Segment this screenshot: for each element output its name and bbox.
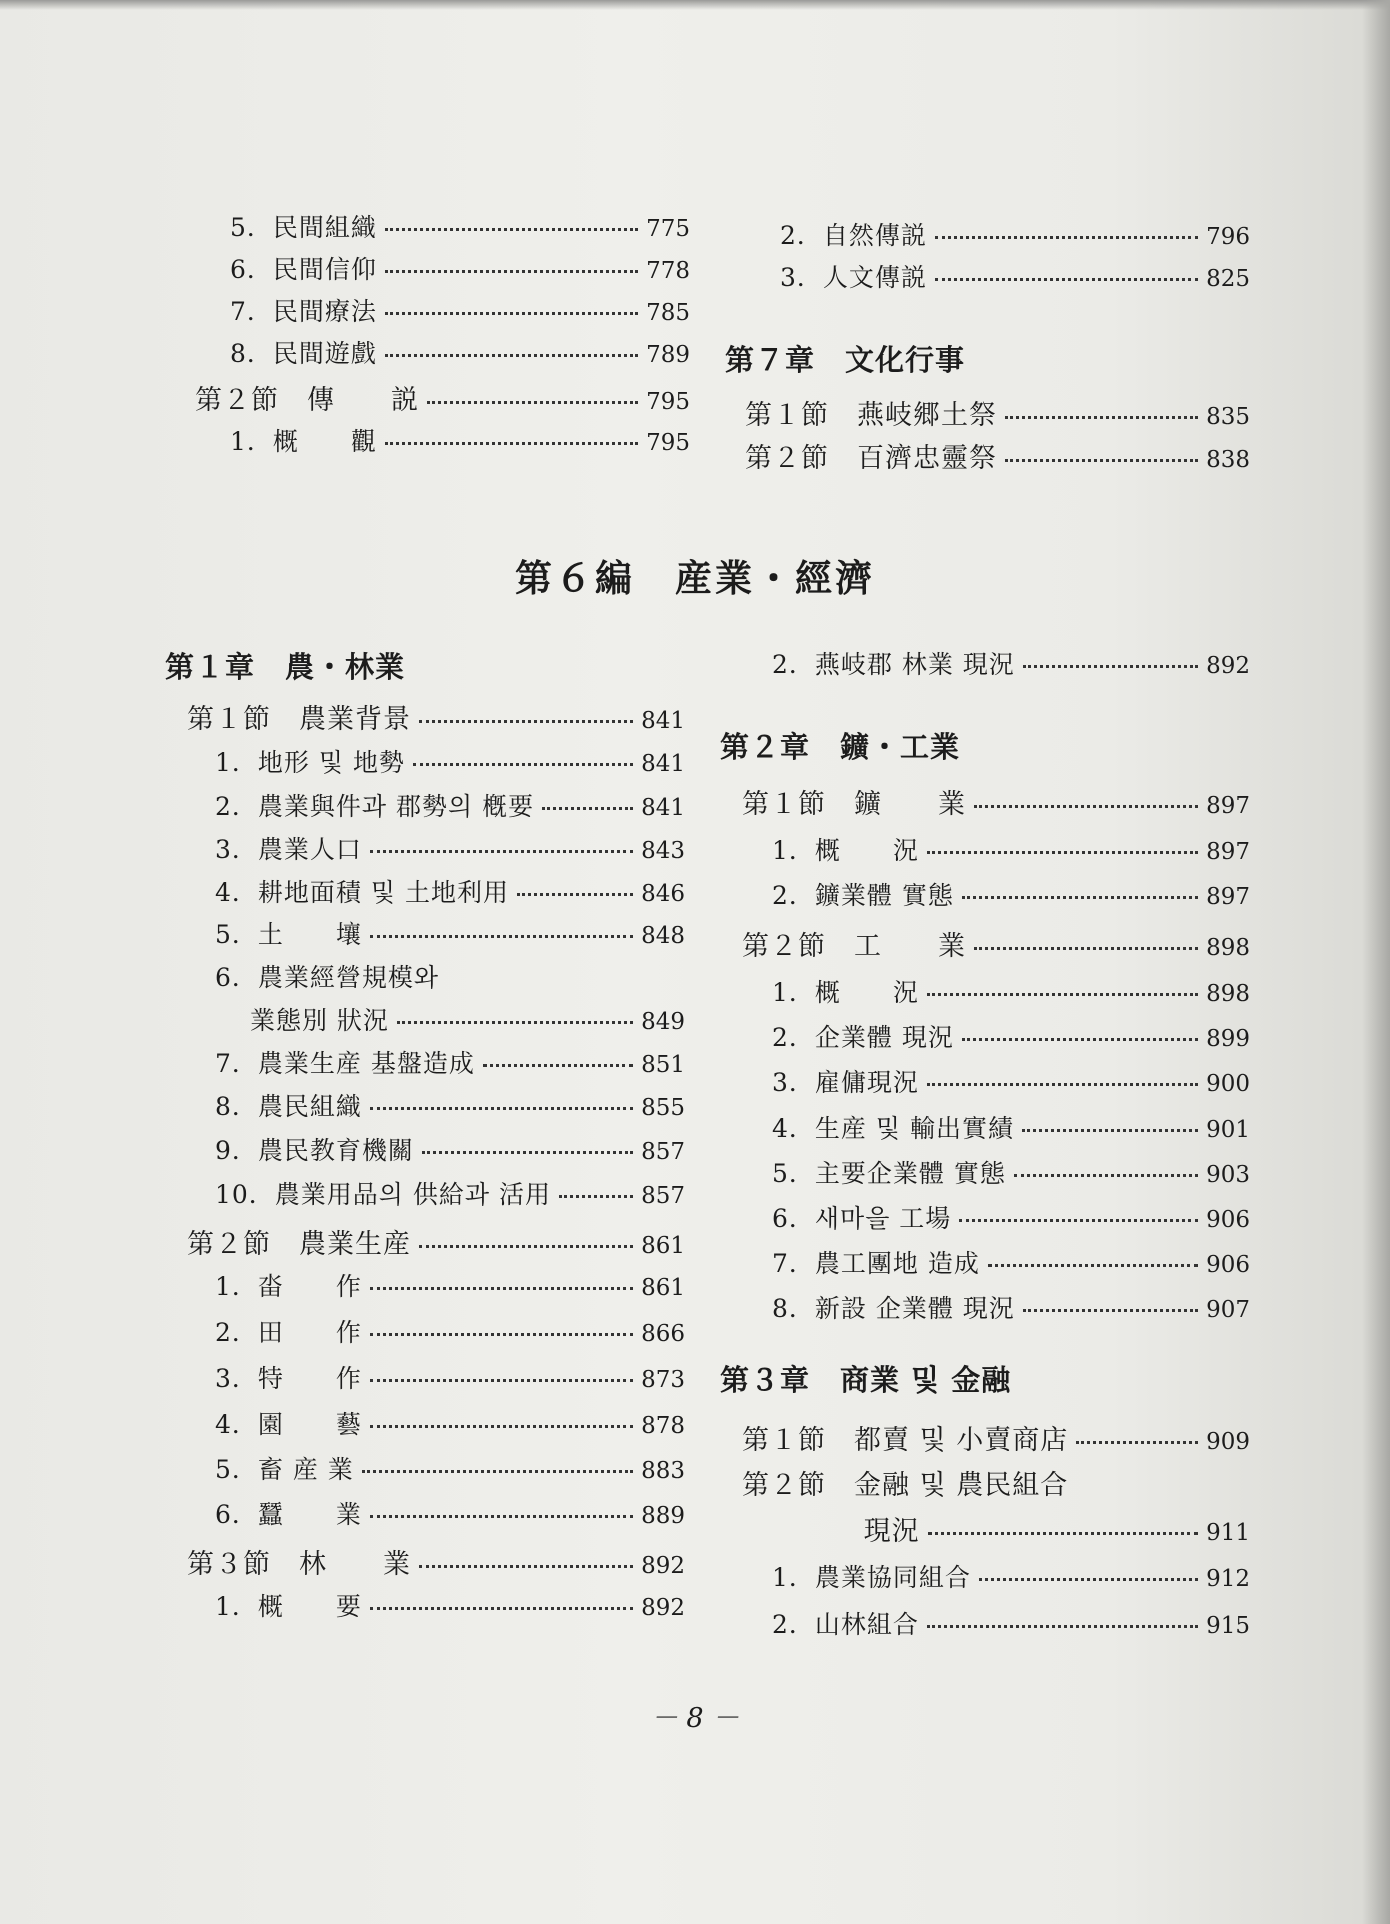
toc-page-number: 855 xyxy=(641,1095,685,1121)
toc-page-number: 785 xyxy=(646,300,690,326)
toc-leader-dots xyxy=(419,718,633,723)
toc-leader-dots xyxy=(362,1468,633,1473)
toc-entry-title: 1．畓 作 xyxy=(215,1272,362,1301)
toc-entry-title: 4．園 藝 xyxy=(215,1410,362,1439)
toc-item-entry xyxy=(165,1001,685,1035)
toc-page-number: 775 xyxy=(646,216,690,242)
toc-page-number: 906 xyxy=(1206,1252,1250,1278)
toc-leader-dots xyxy=(962,1036,1198,1041)
toc-page-number: 900 xyxy=(1206,1071,1250,1097)
toc-entry-title: 第７章 文化行事 xyxy=(725,343,966,377)
toc-page-number: 851 xyxy=(641,1052,685,1078)
toc-section-entry xyxy=(720,1418,1250,1456)
toc-page-number: 906 xyxy=(1206,1207,1250,1233)
toc-entry-title: 3．人文傳説 xyxy=(780,263,927,292)
toc-item-entry xyxy=(165,1450,685,1484)
toc-page-number: 838 xyxy=(1206,447,1250,473)
toc-page-number: 897 xyxy=(1206,884,1250,910)
toc-page-number: 883 xyxy=(641,1458,685,1484)
toc-page-number: 857 xyxy=(641,1183,685,1209)
toc-page-number: 899 xyxy=(1206,1026,1250,1052)
toc-leader-dots xyxy=(979,1576,1198,1581)
toc-leader-dots xyxy=(1023,1307,1198,1312)
toc-leader-dots xyxy=(559,1193,633,1198)
toc-entry-title: 4．耕地面積 및 土地利用 xyxy=(215,878,509,907)
toc-entry-title: 第２章 鑛・工業 xyxy=(720,730,961,764)
toc-item-entry xyxy=(165,1495,685,1529)
toc-leader-dots xyxy=(1005,457,1198,462)
toc-page-number: 848 xyxy=(641,923,685,949)
toc-leader-dots xyxy=(935,234,1198,239)
toc-entry-title: 第２節 金融 및 農民組合 xyxy=(742,1470,1069,1501)
toc-leader-dots xyxy=(959,1217,1198,1222)
toc-item-entry xyxy=(165,1313,685,1347)
toc-entry-title: 第１節 都賣 및 小賣商店 xyxy=(742,1425,1069,1456)
toc-section-entry xyxy=(720,1509,1250,1547)
toc-item-entry xyxy=(165,1587,685,1621)
toc-leader-dots xyxy=(927,1081,1198,1086)
toc-leader-dots xyxy=(928,1530,1199,1535)
toc-page-number: 857 xyxy=(641,1139,685,1165)
toc-entry-title: 7．民間療法 xyxy=(230,297,377,326)
toc-entry-title: 8．民間遊戲 xyxy=(230,339,377,368)
toc-item-entry xyxy=(165,958,685,992)
toc-item-entry xyxy=(720,645,1250,679)
toc-section-entry xyxy=(165,1542,685,1580)
toc-entry-title: 6．農業經營規模와 xyxy=(215,963,440,992)
toc-page-number: 897 xyxy=(1206,793,1250,819)
toc-entry-title: 2．農業與件과 郡勢의 槪要 xyxy=(215,792,535,821)
toc-leader-dots xyxy=(370,1331,633,1336)
toc-page-number: 873 xyxy=(641,1367,685,1393)
toc-entry-title: 2．田 作 xyxy=(215,1318,362,1347)
toc-section-entry xyxy=(720,924,1250,962)
toc-leader-dots xyxy=(427,399,638,404)
toc-item-entry xyxy=(720,1558,1250,1592)
toc-leader-dots xyxy=(385,440,638,445)
toc-item-entry xyxy=(720,1244,1250,1278)
toc-leader-dots xyxy=(370,1513,633,1518)
toc-leader-dots xyxy=(517,891,633,896)
toc-item-entry xyxy=(720,831,1250,865)
toc-leader-dots xyxy=(370,1605,633,1610)
toc-leader-dots xyxy=(370,1105,633,1110)
toc-leader-dots xyxy=(422,1149,633,1154)
toc-leader-dots xyxy=(370,1423,633,1428)
toc-entry-title: 9．農民教育機關 xyxy=(215,1136,414,1165)
toc-page-number: 909 xyxy=(1206,1429,1250,1455)
toc-leader-dots xyxy=(1005,414,1198,419)
toc-section-entry xyxy=(720,1463,1250,1501)
toc-leader-dots xyxy=(927,991,1198,996)
toc-section-entry xyxy=(725,436,1250,474)
toc-leader-dots xyxy=(483,1062,633,1067)
toc-entry-title: 第３章 商業 및 金融 xyxy=(720,1363,1012,1397)
toc-item-entry xyxy=(720,1199,1250,1233)
toc-page-number: 901 xyxy=(1206,1117,1250,1143)
toc-page-number: 849 xyxy=(641,1009,685,1035)
page-binding-shadow xyxy=(1362,0,1390,1924)
toc-page-number: 861 xyxy=(641,1233,685,1259)
toc-leader-dots xyxy=(542,805,633,810)
toc-leader-dots xyxy=(1076,1439,1198,1444)
toc-page-number: 897 xyxy=(1206,839,1250,865)
toc-entry-title: 第１節 鑛 業 xyxy=(742,789,966,820)
toc-section-entry xyxy=(720,782,1250,820)
toc-item-entry xyxy=(190,250,690,284)
toc-entry-title: 5．民間組織 xyxy=(230,213,377,242)
toc-item-entry xyxy=(165,1175,685,1209)
toc-entry-title: 5．主要企業體 實態 xyxy=(772,1159,1006,1188)
toc-page-number: 892 xyxy=(641,1553,685,1579)
toc-entry-title: 4．生産 및 輸出實績 xyxy=(772,1114,1014,1143)
toc-leader-dots xyxy=(988,1262,1198,1267)
toc-page-number: 843 xyxy=(641,838,685,864)
toc-leader-dots xyxy=(419,1243,633,1248)
toc-leader-dots xyxy=(1023,663,1198,668)
toc-page-number: 878 xyxy=(641,1413,685,1439)
toc-leader-dots xyxy=(1014,1172,1198,1177)
page-number: － 8 － xyxy=(650,1703,740,1734)
toc-leader-dots xyxy=(974,945,1198,950)
toc-leader-dots xyxy=(413,761,633,766)
toc-item-entry xyxy=(725,216,1250,250)
toc-section-entry xyxy=(165,1222,685,1260)
toc-entry-title: 第２節 農業生産 xyxy=(187,1229,411,1260)
toc-leader-dots xyxy=(935,276,1198,281)
toc-page-number: 841 xyxy=(641,708,685,734)
toc-leader-dots xyxy=(370,848,633,853)
toc-entry-title: 1．概 況 xyxy=(772,836,919,865)
toc-page-number: 846 xyxy=(641,881,685,907)
toc-item-entry xyxy=(165,915,685,949)
toc-leader-dots xyxy=(419,1563,633,1568)
toc-page-number: 912 xyxy=(1206,1566,1250,1592)
toc-entry-title: 第３節 林 業 xyxy=(187,1549,411,1580)
toc-page-number: 861 xyxy=(641,1275,685,1301)
toc-section-entry xyxy=(165,697,685,735)
toc-item-entry xyxy=(165,1087,685,1121)
toc-page-number: 795 xyxy=(646,389,690,415)
toc-entry-title: 1．概 況 xyxy=(772,978,919,1007)
toc-item-entry xyxy=(720,1154,1250,1188)
toc-entry-title: 3．特 作 xyxy=(215,1364,362,1393)
toc-entry-title: 1．概 要 xyxy=(215,1592,362,1621)
toc-item-entry xyxy=(720,1289,1250,1323)
toc-item-entry xyxy=(165,1044,685,1078)
toc-page-number: 835 xyxy=(1206,404,1250,430)
toc-entry-title: 1．地形 및 地勢 xyxy=(215,748,405,777)
toc-item-entry xyxy=(720,973,1250,1007)
toc-page-number: 903 xyxy=(1206,1162,1250,1188)
toc-entry-title: 現況 xyxy=(742,1516,920,1547)
toc-section-entry xyxy=(725,393,1250,431)
toc-entry-title: 8．新設 企業體 現況 xyxy=(772,1294,1015,1323)
toc-item-entry xyxy=(190,422,690,456)
toc-page-number: 841 xyxy=(641,795,685,821)
toc-item-entry xyxy=(720,1063,1250,1097)
toc-page-number: 898 xyxy=(1206,935,1250,961)
toc-entry-title: 1．農業協同組合 xyxy=(772,1563,971,1592)
toc-leader-dots xyxy=(385,310,638,315)
toc-item-entry xyxy=(720,876,1250,910)
part-title: 第６編 産業・經濟 xyxy=(515,557,875,600)
toc-page-number: 889 xyxy=(641,1503,685,1529)
toc-page-number: 795 xyxy=(646,430,690,456)
toc-entry-title: 業態別 狀況 xyxy=(215,1006,389,1035)
toc-entry-title: 2．燕岐郡 林業 現況 xyxy=(772,650,1015,679)
toc-entry-title: 2．自然傳説 xyxy=(780,221,927,250)
toc-entry-title: 第１節 農業背景 xyxy=(187,704,411,735)
toc-entry-title: 7．農工團地 造成 xyxy=(772,1249,980,1278)
toc-entry-title: 第２節 傳 説 xyxy=(195,385,419,416)
toc-leader-dots xyxy=(385,268,638,273)
toc-item-entry xyxy=(720,1018,1250,1052)
toc-entry-title: 2．企業體 現況 xyxy=(772,1023,954,1052)
toc-item-entry xyxy=(165,1267,685,1301)
toc-entry-title: 7．農業生産 基盤造成 xyxy=(215,1049,475,1078)
toc-item-entry xyxy=(165,830,685,864)
toc-entry-title: 6．民間信仰 xyxy=(230,255,377,284)
toc-section-entry xyxy=(190,378,690,416)
toc-entry-title: 3．雇傭現況 xyxy=(772,1068,919,1097)
toc-entry-title: 第２節 百濟忠靈祭 xyxy=(745,443,997,474)
toc-entry-title: 8．農民組織 xyxy=(215,1092,362,1121)
toc-item-entry xyxy=(165,873,685,907)
toc-item-entry xyxy=(190,208,690,242)
toc-item-entry xyxy=(720,1109,1250,1143)
toc-page-number: 911 xyxy=(1206,1520,1250,1546)
toc-entry-title: 5．畜 産 業 xyxy=(215,1455,354,1484)
toc-page-number: 907 xyxy=(1206,1297,1250,1323)
toc-page-number: 892 xyxy=(641,1595,685,1621)
toc-entry-title: 第１節 燕岐郷土祭 xyxy=(745,400,997,431)
page-top-shadow xyxy=(0,0,1390,10)
toc-leader-dots xyxy=(1022,1127,1198,1132)
toc-item-entry xyxy=(720,1605,1250,1639)
toc-page-number: 778 xyxy=(646,258,690,284)
toc-entry-title: 2．鑛業體 實態 xyxy=(772,881,954,910)
toc-entry-title: 第１章 農・林業 xyxy=(165,650,406,684)
toc-page-number: 825 xyxy=(1206,266,1250,292)
toc-leader-dots xyxy=(385,352,638,357)
toc-item-entry xyxy=(165,1359,685,1393)
toc-chapter-entry xyxy=(165,645,685,684)
toc-page-number: 789 xyxy=(646,342,690,368)
toc-entry-title: 6．새마을 工場 xyxy=(772,1204,952,1233)
toc-leader-dots xyxy=(927,849,1198,854)
toc-leader-dots xyxy=(370,1377,633,1382)
toc-leader-dots xyxy=(974,803,1198,808)
toc-page-number: 796 xyxy=(1206,224,1250,250)
toc-item-entry xyxy=(190,334,690,368)
toc-chapter-entry xyxy=(720,1358,1250,1397)
toc-entry-title: 第２節 工 業 xyxy=(742,931,966,962)
toc-chapter-entry xyxy=(720,725,1250,764)
toc-entry-title: 6．蠶 業 xyxy=(215,1500,362,1529)
toc-entry-title: 2．山林組合 xyxy=(772,1610,919,1639)
toc-item-entry xyxy=(165,787,685,821)
toc-leader-dots xyxy=(397,1019,633,1024)
toc-item-entry xyxy=(165,1131,685,1165)
toc-entry-title: 5．土 壤 xyxy=(215,920,362,949)
toc-item-entry xyxy=(165,743,685,777)
toc-leader-dots xyxy=(927,1623,1198,1628)
toc-leader-dots xyxy=(370,1285,633,1290)
toc-leader-dots xyxy=(370,933,633,938)
toc-leader-dots xyxy=(385,226,638,231)
toc-item-entry xyxy=(190,292,690,326)
toc-item-entry xyxy=(725,258,1250,292)
toc-page-number: 892 xyxy=(1206,653,1250,679)
toc-entry-title: 3．農業人口 xyxy=(215,835,362,864)
toc-page-number: 898 xyxy=(1206,981,1250,1007)
toc-page-number: 866 xyxy=(641,1321,685,1347)
toc-entry-title: 1．概 觀 xyxy=(230,427,377,456)
toc-item-entry xyxy=(165,1405,685,1439)
toc-entry-title: 10．農業用品의 供給과 活用 xyxy=(215,1180,552,1209)
toc-chapter-entry xyxy=(725,338,1250,377)
toc-page-number: 841 xyxy=(641,751,685,777)
toc-page-number: 915 xyxy=(1206,1613,1250,1639)
toc-leader-dots xyxy=(962,894,1198,899)
